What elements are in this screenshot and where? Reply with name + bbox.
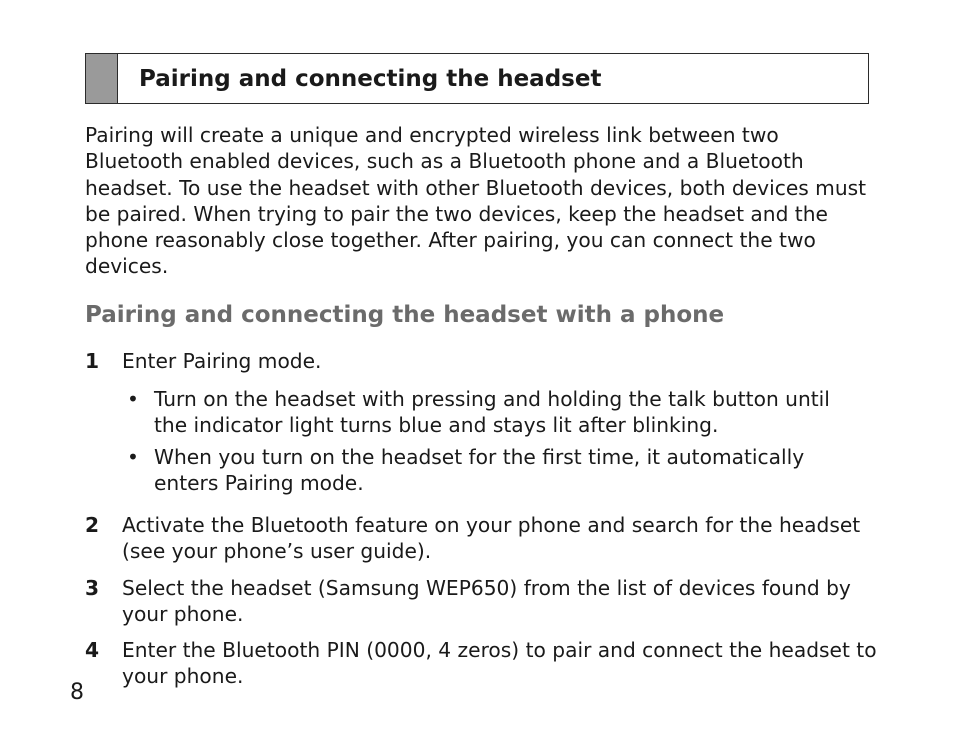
page-number: 8 [70,680,84,705]
step-number: 2 [85,513,100,537]
bullet-mark: • [127,445,139,469]
bullet-text: When you turn on the headset for the first time, it automatically enters Pairing mode. [154,445,805,496]
step-number: 3 [85,576,100,600]
step-text: Activate the Bluetooth feature on your phone and search for the headset (see your phone’s user guide). [122,513,861,564]
step-item [85,348,885,374]
subheading: Pairing and connecting the headset with a phone [85,302,725,328]
step-text: Enter the Bluetooth PIN (0000, 4 zeros) to pair and connect the headset to your phone. [122,638,877,689]
section-title-box [85,53,869,104]
intro-paragraph: Pairing will create a unique and encrypted wireless link between two Bluetooth enabled devices, such as a Bluetooth phone and a Bluetooth headset. To use the headset with other Bluetooth devices, both devices must be paired. When trying to pair the two devices, keep the headset and the phone reasonably close together. After pairing, you can connect the two devices. [85,123,867,279]
step-item [85,637,885,690]
bullet-mark: • [127,387,139,411]
bullet-text: Turn on the headset with pressing and holding the talk button until the indicator light turns blue and stays lit after blinking. [154,387,830,438]
step-number: 1 [85,349,100,373]
step-number: 4 [85,638,100,662]
section-title: Pairing and connecting the headset [139,66,602,92]
step-item [85,512,885,565]
bullet-item [127,444,867,497]
bullet-item [127,386,867,439]
step-text: Select the headset (Samsung WEP650) from the list of devices found by your phone. [122,576,851,627]
step-item [85,575,885,628]
title-tab-marker [86,54,118,103]
step-text: Enter Pairing mode. [122,349,322,373]
